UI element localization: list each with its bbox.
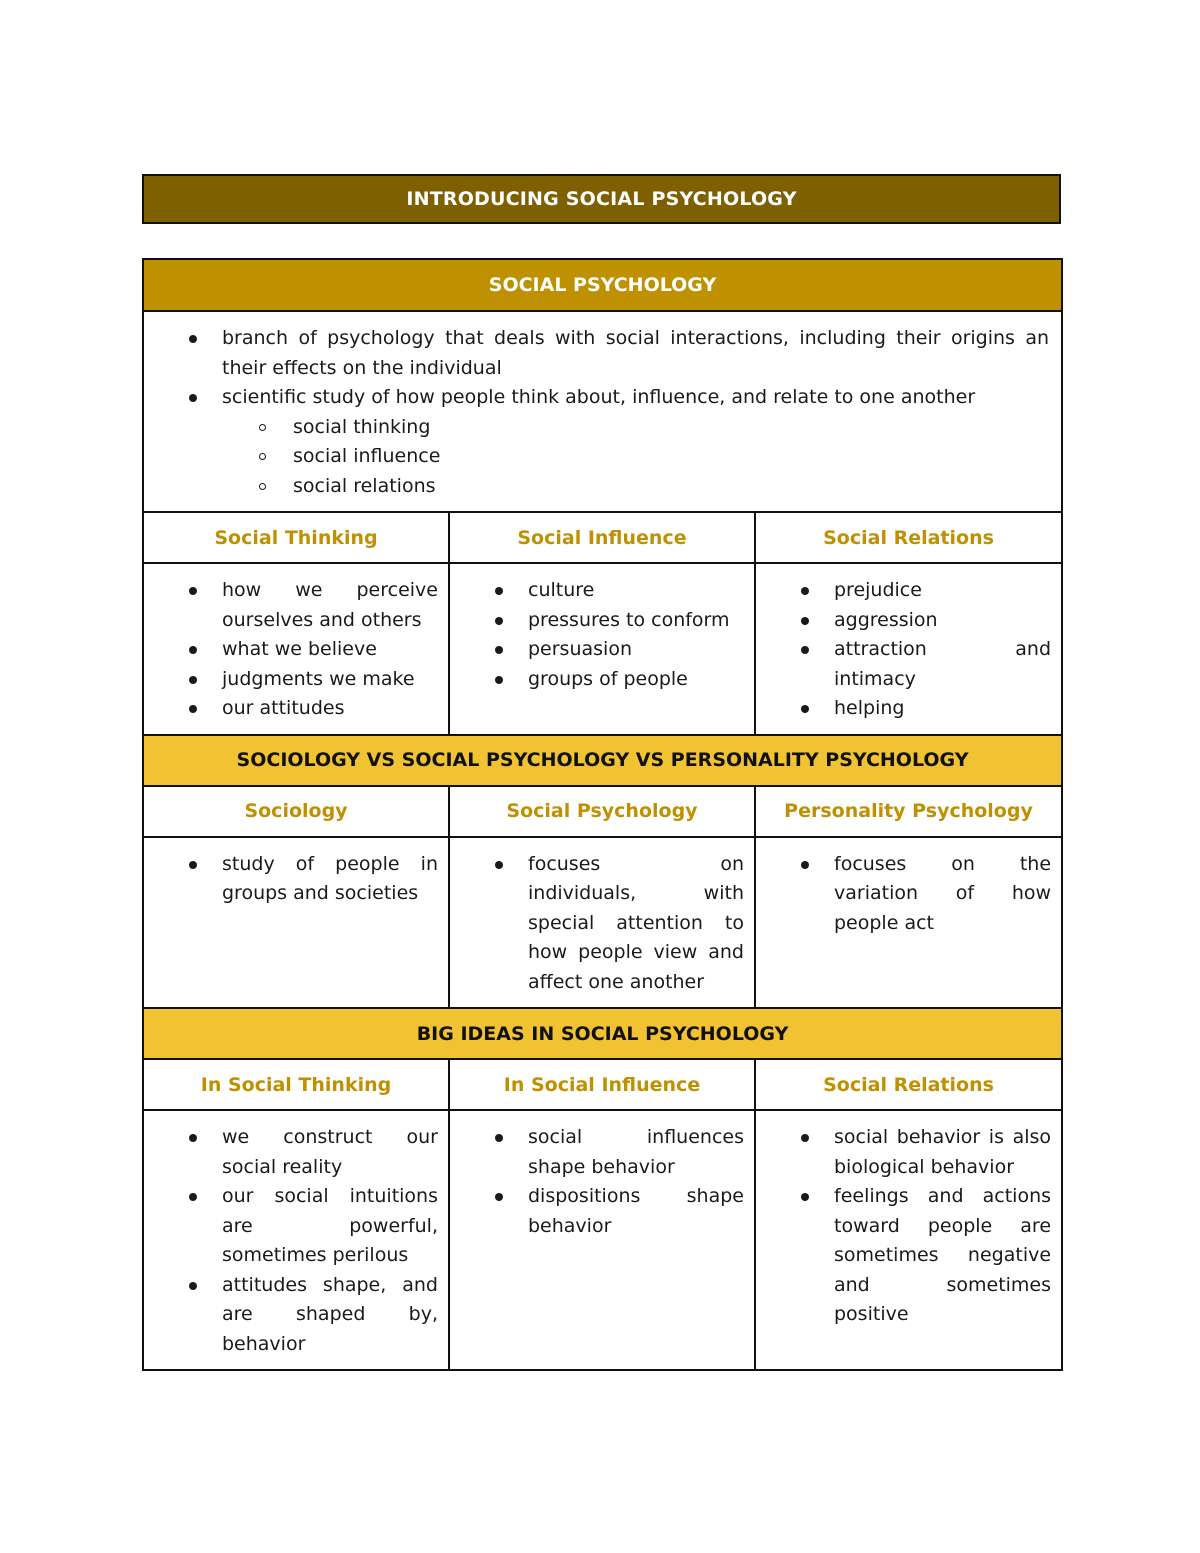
- list-item: branch of psychology that deals with social interactions, including their origins an their effects on the individual: [144, 324, 1061, 383]
- list-item: our social intuitions are powerful, sometimes perilous: [144, 1182, 448, 1271]
- column-cell: [755, 563, 1062, 735]
- column-cell: [143, 837, 449, 1009]
- list-item: focuses on the variation of how people act: [756, 850, 1061, 939]
- column-title: In Social Influence: [449, 1059, 755, 1110]
- definition-cell: [143, 311, 1062, 512]
- column-cell: [143, 1110, 449, 1370]
- column-title: Social Thinking: [143, 512, 449, 563]
- list-item: social influences shape behavior: [450, 1123, 754, 1182]
- list-item: judgments we make: [144, 665, 448, 695]
- column-cell: [755, 1110, 1062, 1370]
- column-title: In Social Thinking: [143, 1059, 449, 1110]
- list-item: prejudice: [756, 576, 1061, 606]
- column-title: Social Relations: [755, 512, 1062, 563]
- sub-list-item: social thinking: [144, 413, 1061, 443]
- list-item: helping: [756, 694, 1061, 724]
- column-cell: [449, 563, 755, 735]
- column-cell: [449, 1110, 755, 1370]
- list-item: scientific study of how people think about, influence, and relate to one another: [144, 383, 1061, 413]
- section-header-comparison: SOCIOLOGY VS SOCIAL PSYCHOLOGY VS PERSONALITY PSYCHOLOGY: [143, 735, 1062, 786]
- document-page: [142, 174, 1061, 1371]
- column-title: Personality Psychology: [755, 786, 1062, 837]
- list-item: dispositions shape behavior: [450, 1182, 754, 1241]
- list-item: pressures to conform: [450, 606, 754, 636]
- list-item: study of people in groups and societies: [144, 850, 448, 909]
- list-item: focuses on individuals, with special attention to how people view and affect one another: [450, 850, 754, 998]
- list-item: our attitudes: [144, 694, 448, 724]
- document-title: INTRODUCING SOCIAL PSYCHOLOGY: [142, 174, 1061, 224]
- notes-table: [142, 258, 1063, 1371]
- list-item: attraction and intimacy: [756, 635, 1061, 694]
- list-item: we construct our social reality: [144, 1123, 448, 1182]
- column-title: Social Relations: [755, 1059, 1062, 1110]
- column-cell: [755, 837, 1062, 1009]
- list-item: attitudes shape, and are shaped by, behavior: [144, 1271, 448, 1360]
- list-item: social behavior is also biological behavior: [756, 1123, 1061, 1182]
- column-title: Social Psychology: [449, 786, 755, 837]
- sub-list-item: social relations: [144, 472, 1061, 502]
- list-item: aggression: [756, 606, 1061, 636]
- list-item: feelings and actions toward people are sometimes negative and sometimes positive: [756, 1182, 1061, 1330]
- column-title: Social Influence: [449, 512, 755, 563]
- section-header-big-ideas: BIG IDEAS IN SOCIAL PSYCHOLOGY: [143, 1008, 1062, 1059]
- column-cell: [143, 563, 449, 735]
- sub-list-item: social influence: [144, 442, 1061, 472]
- list-item: groups of people: [450, 665, 754, 695]
- section-header-social-psychology: SOCIAL PSYCHOLOGY: [143, 259, 1062, 311]
- column-cell: [449, 837, 755, 1009]
- list-item: how we perceive ourselves and others: [144, 576, 448, 635]
- column-title: Sociology: [143, 786, 449, 837]
- list-item: persuasion: [450, 635, 754, 665]
- list-item: culture: [450, 576, 754, 606]
- list-item: what we believe: [144, 635, 448, 665]
